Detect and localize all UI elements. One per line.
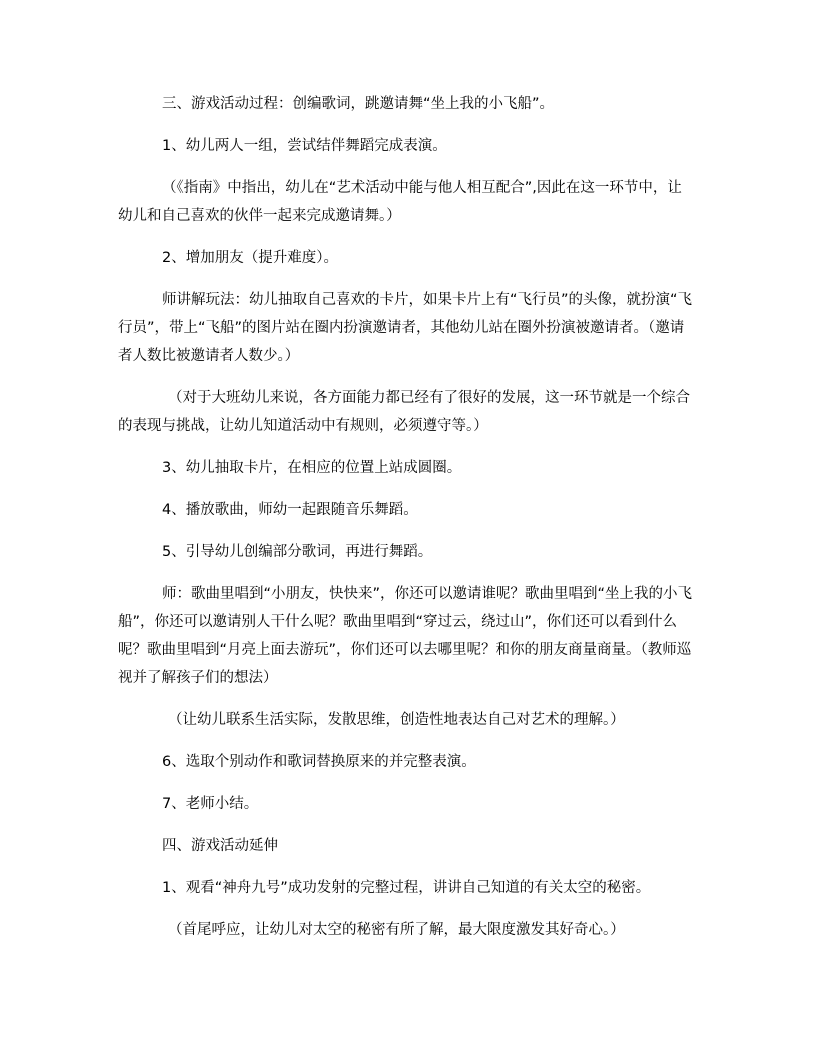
section-heading-extension: 四、游戏活动延伸 bbox=[162, 838, 278, 854]
step-5-paragraph: 5、引导幼儿创编部分歌词，再进行舞蹈。 bbox=[162, 544, 433, 560]
teacher-questions-paragraph: 师：歌曲里唱到“小朋友，快快来”，你还可以邀请谁呢？歌曲里唱到“坐上我的小飞船”，你还可以邀请别人干什么呢？歌曲里唱到“穿过云，绕过山”，你们还可以看到什么呢？歌曲里唱到“月亮上面去游玩”，你们还可以去哪里呢？和你的朋友商量商量。（教师巡视并了解孩子们的想法） bbox=[118, 586, 693, 686]
document-body bbox=[118, 90, 693, 958]
step-2-paragraph: 2、增加朋友（提升难度）。 bbox=[162, 250, 338, 266]
step-7-paragraph: 7、老师小结。 bbox=[162, 796, 259, 812]
step-4-paragraph: 4、播放歌曲，师幼一起跟随音乐舞蹈。 bbox=[162, 502, 418, 518]
section-heading-game-process: 三、游戏活动过程：创编歌词，跳邀请舞“坐上我的小飞船”。 bbox=[162, 96, 555, 112]
note-guide-paragraph: （《指南》中指出，幼儿在“艺术活动中能与他人相互配合”,因此在这一环节中，让幼儿和自己喜欢的伙伴一起来完成邀请舞。） bbox=[118, 180, 682, 224]
extension-step-1-paragraph: 1、观看“神舟九号”成功发射的完整过程，讲讲自己知道的有关太空的秘密。 bbox=[162, 880, 651, 896]
step-3-paragraph: 3、幼儿抽取卡片，在相应的位置上站成圆圈。 bbox=[162, 460, 462, 476]
step-1-paragraph: 1、幼儿两人一组，尝试结伴舞蹈完成表演。 bbox=[162, 138, 447, 154]
step-6-paragraph: 6、选取个别动作和歌词替换原来的并完整表演。 bbox=[162, 754, 476, 770]
note-curiosity-paragraph: （首尾呼应，让幼儿对太空的秘密有所了解，最大限度激发其好奇心。） bbox=[168, 922, 625, 938]
note-ability-paragraph: （对于大班幼儿来说，各方面能力都已经有了很好的发展，这一环节就是一个综合的表现与挑战，让幼儿知道活动中有规则，必须遵守等。） bbox=[118, 390, 690, 434]
note-creative-paragraph: （让幼儿联系生活实际，发散思维，创造性地表达自己对艺术的理解。） bbox=[168, 712, 625, 728]
rules-paragraph: 师讲解玩法：幼儿抽取自己喜欢的卡片，如果卡片上有“飞行员”的头像，就扮演“飞行员”，带上“飞船”的图片站在圈内扮演邀请者，其他幼儿站在圈外扮演被邀请者。（邀请者人数比被邀请者人数少。） bbox=[118, 292, 693, 364]
